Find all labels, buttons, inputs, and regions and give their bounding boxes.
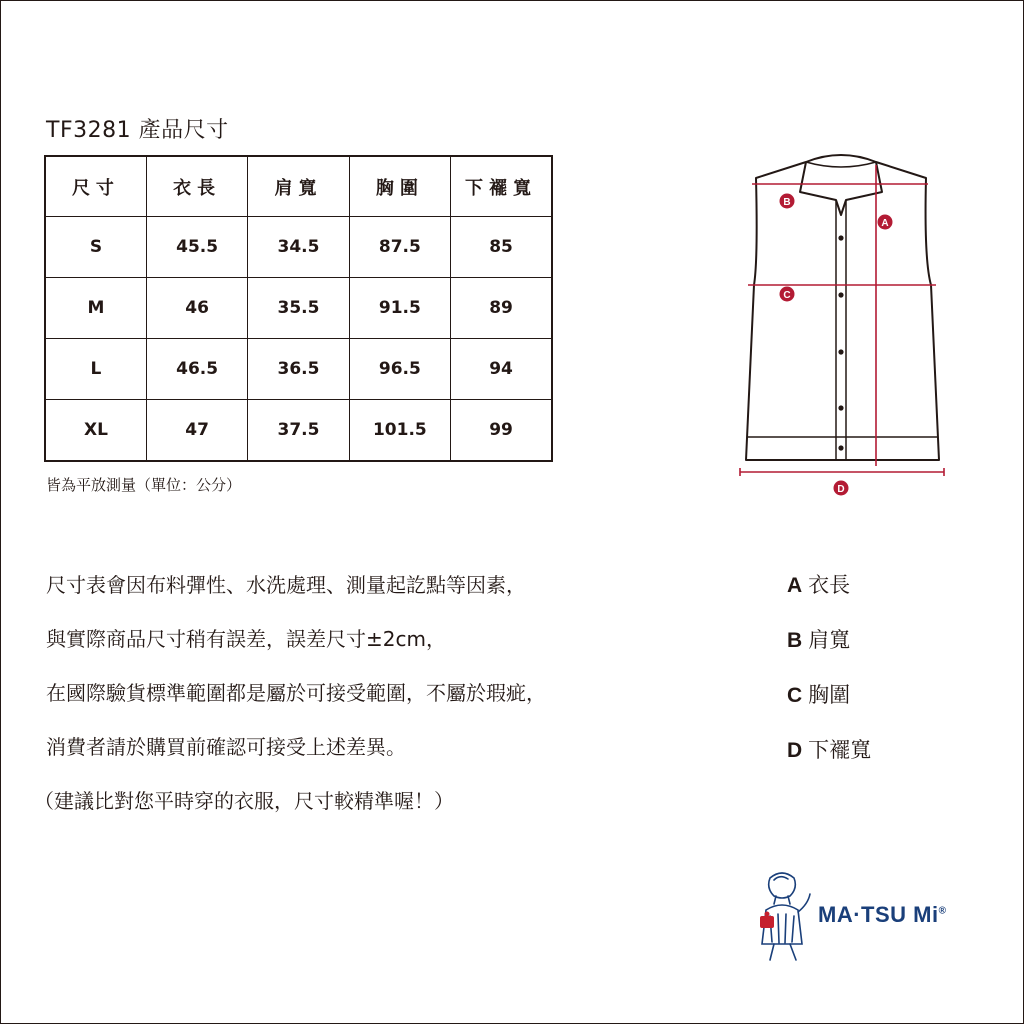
table-cell: 85	[451, 217, 552, 278]
table-cell: 45.5	[146, 217, 247, 278]
table-cell: 91.5	[349, 278, 450, 339]
legend-key: C	[787, 684, 803, 707]
svg-text:D: D	[837, 484, 845, 495]
measure-marker-a	[878, 215, 893, 230]
header-chest: 胸圍	[349, 156, 450, 217]
disclaimer-line: 與實際商品尺寸稍有誤差，誤差尺寸±2cm，	[46, 627, 446, 651]
disclaimer-line: （建議比對您平時穿的衣服，尺寸較精準喔！）	[34, 789, 454, 813]
table-row	[45, 400, 552, 462]
legend-item	[787, 668, 871, 723]
table-row	[45, 278, 552, 339]
measure-marker-c	[780, 287, 795, 302]
header-size: 尺寸	[45, 156, 146, 217]
measurement-legend	[787, 558, 871, 778]
registered-mark: ®	[938, 905, 947, 917]
table-cell: XL	[45, 400, 146, 462]
brand-logo-text: MA·TSU Mi	[818, 902, 939, 927]
size-disclaimer	[34, 558, 736, 828]
legend-label: 下襬寬	[808, 738, 872, 762]
table-cell: 47	[146, 400, 247, 462]
table-row	[45, 339, 552, 400]
header-shoulder: 肩寬	[248, 156, 349, 217]
legend-item	[787, 613, 871, 668]
size-table	[44, 155, 553, 462]
disclaimer-line: 尺寸表會因布料彈性、水洗處理、測量起訖點等因素，	[46, 573, 526, 597]
measure-marker-d	[834, 481, 849, 496]
disclaimer-line: 在國際驗貨標準範圍都是屬於可接受範圍，不屬於瑕疵，	[46, 681, 546, 705]
page-title: TF3281 產品尺寸	[46, 118, 229, 143]
measurement-note: 皆為平放測量（單位：公分）	[46, 476, 242, 494]
garment-collar	[800, 162, 882, 215]
table-cell: 36.5	[248, 339, 349, 400]
table-cell: 34.5	[248, 217, 349, 278]
legend-label: 衣長	[808, 573, 851, 597]
measure-marker-b	[780, 194, 795, 209]
legend-item	[787, 723, 871, 778]
garment-body-outline	[746, 155, 939, 460]
legend-key: B	[787, 629, 803, 652]
table-cell: 37.5	[248, 400, 349, 462]
legend-key: D	[787, 739, 803, 762]
svg-text:A: A	[881, 218, 889, 229]
legend-item	[787, 558, 871, 613]
header-length: 衣長	[146, 156, 247, 217]
header-hem: 下襬寬	[451, 156, 552, 217]
table-header-row	[45, 156, 552, 217]
legend-label: 胸圍	[808, 683, 851, 707]
svg-text:B: B	[783, 197, 791, 208]
disclaimer-line: 消費者請於購買前確認可接受上述差異。	[46, 735, 406, 759]
table-cell: 89	[451, 278, 552, 339]
brand-girl-icon	[752, 870, 816, 964]
table-row	[45, 217, 552, 278]
legend-key: A	[787, 574, 803, 597]
garment-buttons	[838, 235, 843, 450]
table-cell: 99	[451, 400, 552, 462]
table-cell: 101.5	[349, 400, 450, 462]
table-cell: 96.5	[349, 339, 450, 400]
table-cell: 87.5	[349, 217, 450, 278]
table-cell: 46	[146, 278, 247, 339]
table-cell: 35.5	[248, 278, 349, 339]
legend-label: 肩寬	[808, 628, 851, 652]
garment-diagram	[736, 150, 956, 500]
table-cell: 46.5	[146, 339, 247, 400]
table-cell: L	[45, 339, 146, 400]
table-cell: 94	[451, 339, 552, 400]
brand-logo	[818, 902, 946, 928]
svg-text:C: C	[783, 290, 791, 301]
table-cell: S	[45, 217, 146, 278]
table-cell: M	[45, 278, 146, 339]
